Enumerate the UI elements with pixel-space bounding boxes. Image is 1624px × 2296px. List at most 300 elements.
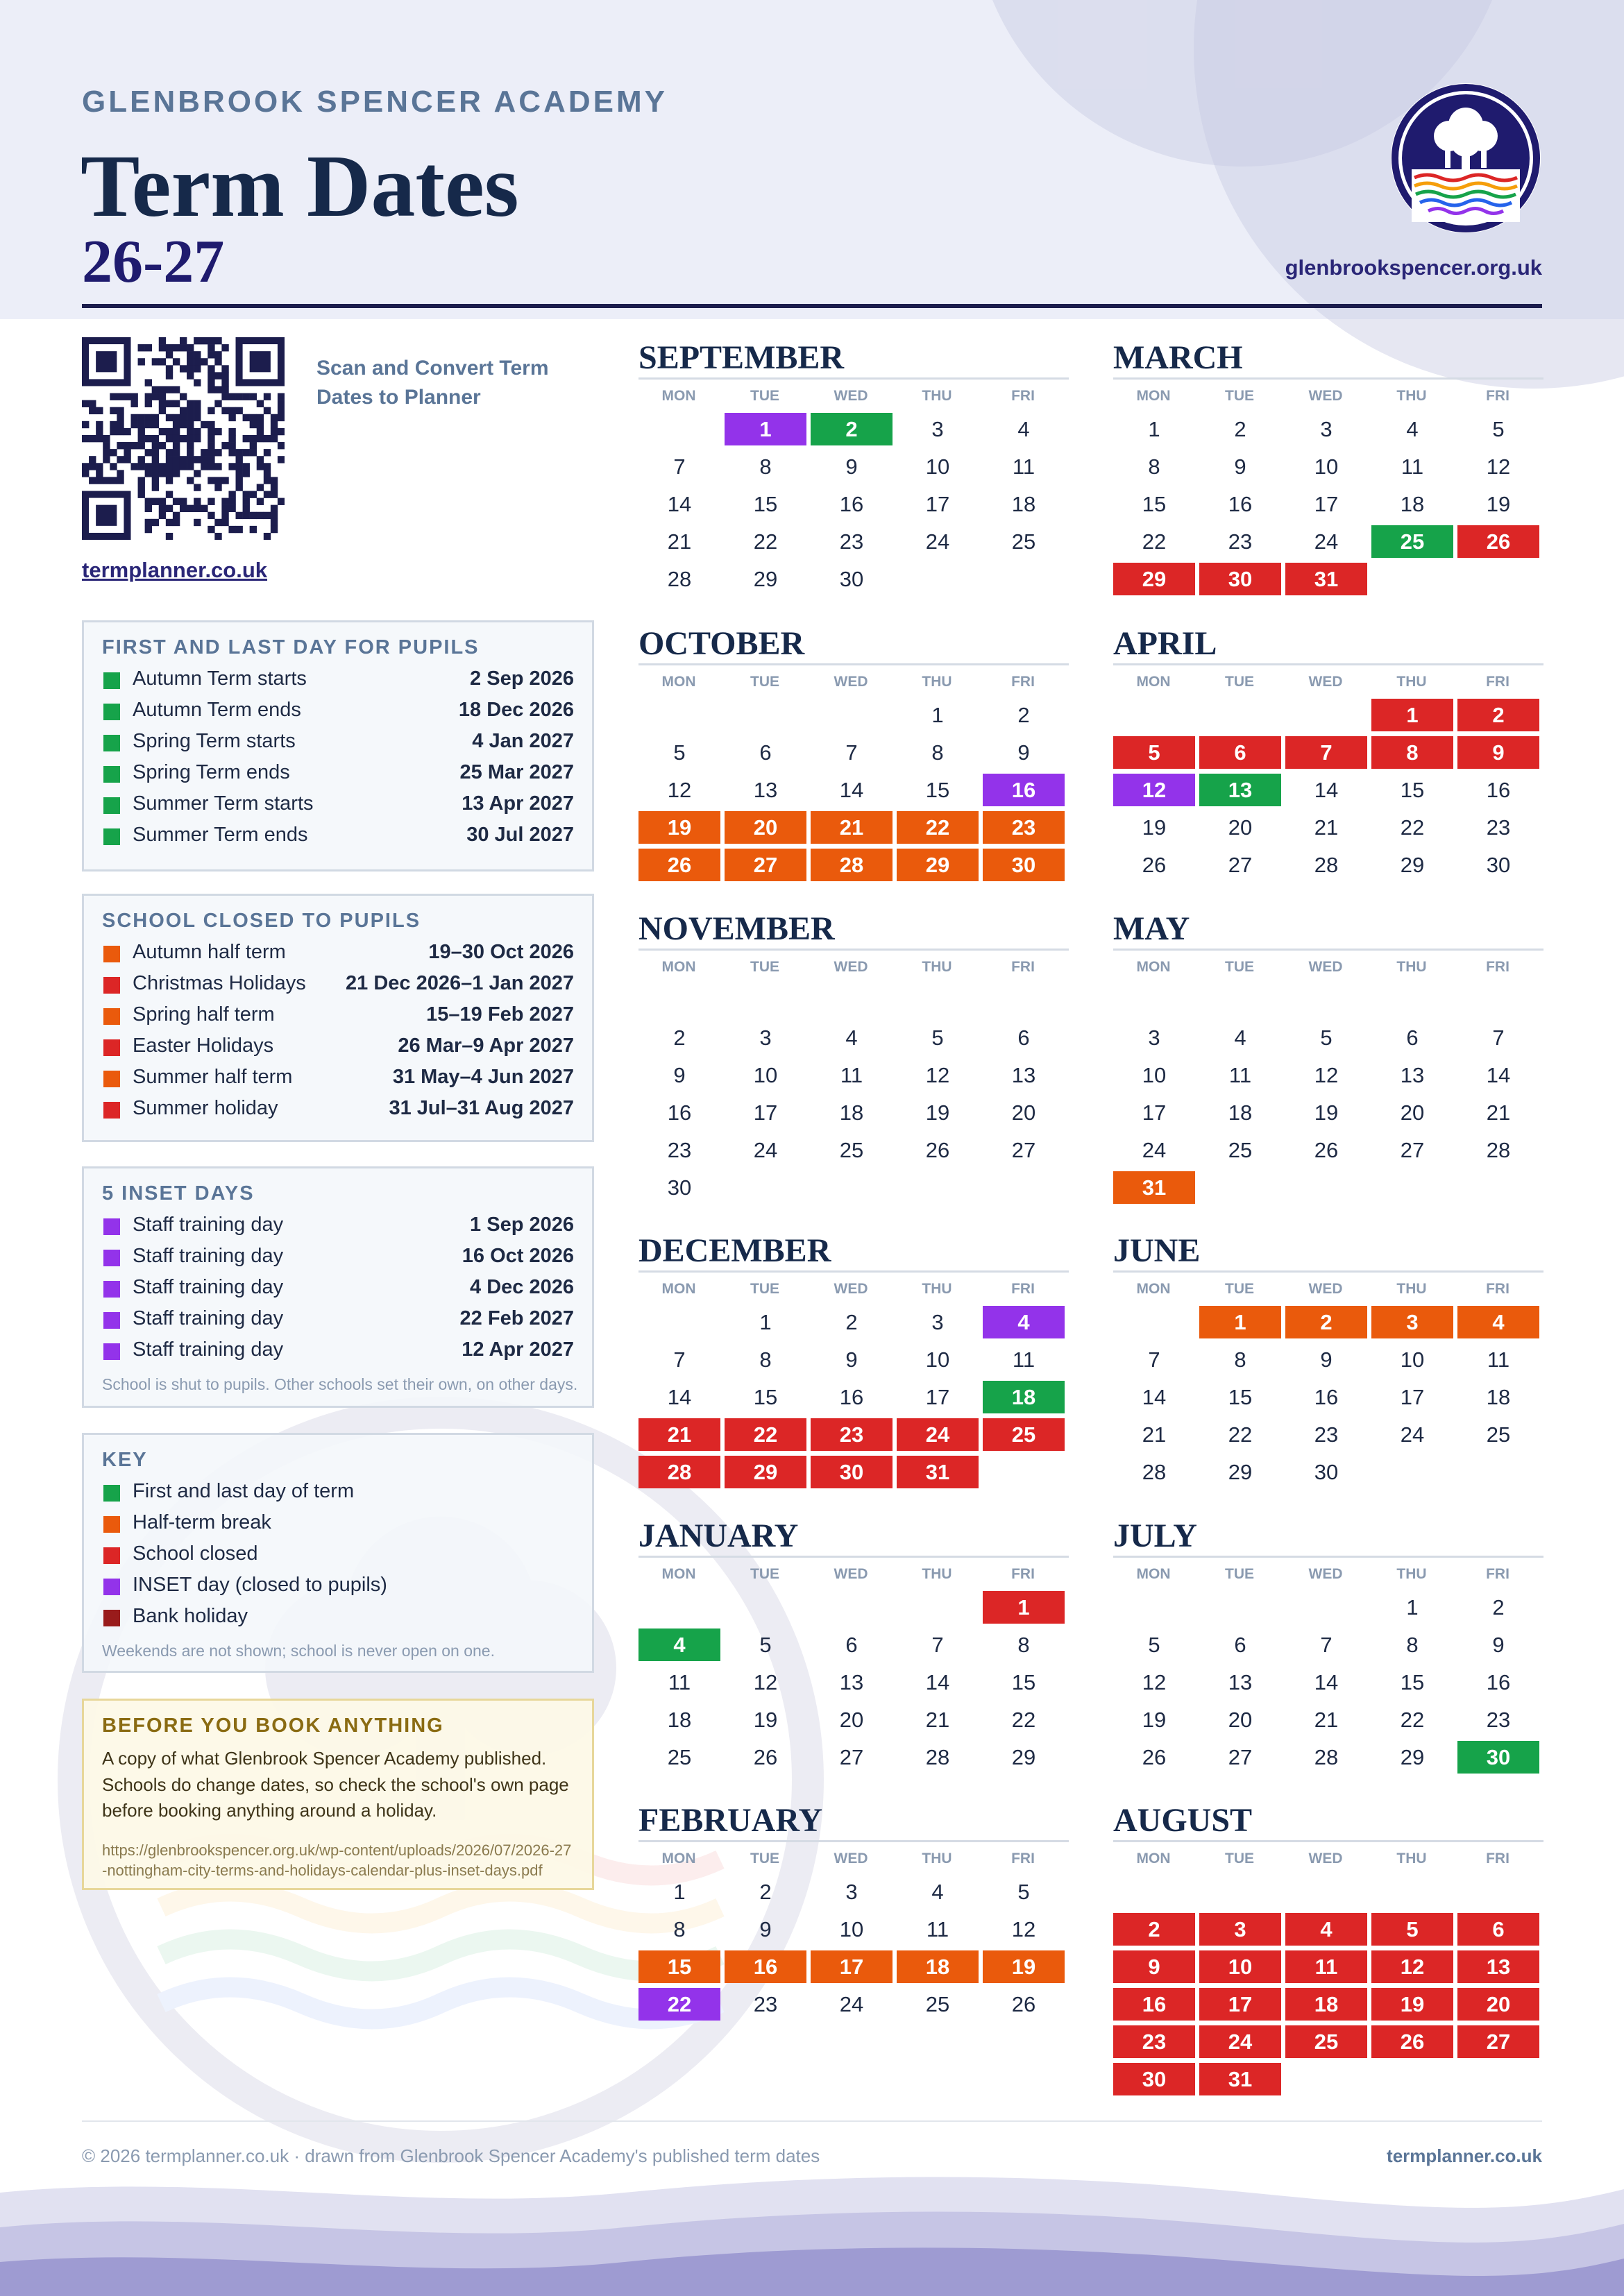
day-cell: 21 <box>638 1418 720 1451</box>
day-cell: 8 <box>759 454 772 479</box>
weekday-label: MON <box>1136 1566 1171 1582</box>
day-cell: 26 <box>753 1745 778 1769</box>
weekday-label: MON <box>1136 1281 1171 1297</box>
qr-code-icon <box>82 337 285 540</box>
day-cell: 21 <box>1142 1422 1167 1447</box>
weekday-label: TUE <box>750 1566 779 1582</box>
month-divider <box>1113 1270 1543 1273</box>
day-cell: 18 <box>1228 1100 1253 1125</box>
day-cell: 18 <box>1011 492 1036 516</box>
panel-heading: FIRST AND LAST DAY FOR PUPILS <box>102 636 480 658</box>
item-label: Summer Term starts <box>133 792 314 815</box>
month-divider <box>1113 949 1543 951</box>
school-closed-panel <box>82 894 594 1142</box>
day-cell: 27 <box>1400 1138 1425 1162</box>
day-cell: 25 <box>1285 2025 1367 2058</box>
day-cell: 26 <box>925 1138 950 1162</box>
day-cell: 5 <box>931 1026 944 1050</box>
weekday-label: TUE <box>750 674 779 690</box>
list-item <box>102 699 574 730</box>
weekday-label: THU <box>922 959 952 975</box>
weekday-label: FRI <box>1486 1281 1509 1297</box>
weekday-label: FRI <box>1011 1851 1035 1866</box>
day-cell: 12 <box>1011 1917 1036 1941</box>
month-may <box>1113 912 1543 1209</box>
day-cell: 8 <box>673 1917 686 1941</box>
item-date: 18 Dec 2026 <box>458 699 574 721</box>
day-cell: 22 <box>1400 815 1425 840</box>
day-cell: 4 <box>1457 1306 1539 1338</box>
day-cell: 25 <box>925 1992 950 2016</box>
month-divider <box>1113 1840 1543 1842</box>
weekday-label: FRI <box>1011 959 1035 975</box>
day-cell: 30 <box>839 567 864 591</box>
day-cell: 5 <box>1113 736 1195 769</box>
day-cell: 10 <box>1142 1063 1167 1087</box>
day-cell: 29 <box>725 1456 806 1488</box>
month-name: FEBRUARY <box>638 1802 822 1839</box>
day-cell: 4 <box>1017 417 1030 441</box>
color-swatch <box>103 1218 120 1235</box>
day-cell: 18 <box>667 1708 692 1732</box>
day-cell: 9 <box>845 1347 858 1372</box>
weekday-label: TUE <box>1225 959 1254 975</box>
month-july <box>1113 1517 1543 1778</box>
weekday-label: TUE <box>1225 1281 1254 1297</box>
item-date: 15–19 Feb 2027 <box>426 1003 574 1026</box>
day-cell: 25 <box>983 1418 1065 1451</box>
day-cell: 24 <box>1400 1422 1425 1447</box>
day-cell: 30 <box>811 1456 893 1488</box>
day-cell: 16 <box>839 492 864 516</box>
list-item <box>102 761 574 792</box>
weekday-label: FRI <box>1486 959 1509 975</box>
item-label: School closed <box>133 1542 258 1565</box>
day-cell: 16 <box>839 1385 864 1409</box>
day-cell: 31 <box>1285 563 1367 595</box>
day-cell: 2 <box>1017 703 1030 727</box>
day-cell: 26 <box>1457 525 1539 558</box>
day-cell: 17 <box>811 1950 893 1983</box>
day-cell: 27 <box>839 1745 864 1769</box>
day-cell: 14 <box>1142 1385 1167 1409</box>
day-cell: 19 <box>638 811 720 844</box>
weekday-label: FRI <box>1011 674 1035 690</box>
weekday-label: FRI <box>1011 1566 1035 1582</box>
day-cell: 30 <box>1314 1460 1339 1484</box>
day-cell: 19 <box>1486 492 1511 516</box>
list-item <box>102 1307 574 1338</box>
day-cell: 28 <box>638 1456 720 1488</box>
day-cell: 11 <box>1401 454 1424 479</box>
day-cell: 25 <box>1011 529 1036 554</box>
weekday-label: MON <box>661 1566 696 1582</box>
day-cell: 6 <box>759 740 772 765</box>
day-cell: 19 <box>983 1950 1065 1983</box>
day-cell: 23 <box>1486 1708 1511 1732</box>
list-item <box>102 941 574 972</box>
day-cell: 10 <box>753 1063 778 1087</box>
month-name: MAY <box>1113 910 1190 947</box>
day-cell: 5 <box>1492 417 1505 441</box>
day-cell: 14 <box>1314 778 1339 802</box>
list-item <box>102 730 574 761</box>
day-cell: 3 <box>845 1880 858 1904</box>
qr-code[interactable] <box>82 337 285 540</box>
page-title: Term Dates <box>81 137 519 235</box>
day-cell: 14 <box>1486 1063 1511 1087</box>
day-cell: 20 <box>1457 1988 1539 2021</box>
item-date: 12 Apr 2027 <box>462 1338 574 1361</box>
day-cell: 2 <box>1492 1595 1505 1619</box>
day-cell: 17 <box>1199 1988 1281 2021</box>
day-cell: 9 <box>1457 736 1539 769</box>
day-cell: 28 <box>1314 853 1339 877</box>
day-cell: 8 <box>1406 1633 1419 1657</box>
item-date: 22 Feb 2027 <box>459 1307 574 1329</box>
day-cell: 13 <box>1400 1063 1425 1087</box>
day-cell: 16 <box>1314 1385 1339 1409</box>
item-date: 19–30 Oct 2026 <box>428 941 574 963</box>
list-item <box>102 1574 574 1605</box>
day-cell: 19 <box>925 1100 950 1125</box>
item-label: INSET day (closed to pupils) <box>133 1574 387 1596</box>
weekday-label: THU <box>1396 388 1427 404</box>
item-date: 25 Mar 2027 <box>459 761 574 783</box>
day-cell: 14 <box>667 1385 692 1409</box>
day-cell: 24 <box>1142 1138 1167 1162</box>
day-cell: 12 <box>925 1063 950 1087</box>
day-cell: 4 <box>1285 1913 1367 1946</box>
day-cell: 5 <box>759 1633 772 1657</box>
day-cell: 29 <box>753 567 778 591</box>
day-cell: 26 <box>1142 853 1167 877</box>
month-january <box>638 1517 1069 1778</box>
day-cell: 12 <box>1486 454 1511 479</box>
day-cell: 15 <box>1228 1385 1253 1409</box>
weekday-label: THU <box>1396 1566 1427 1582</box>
day-cell: 7 <box>1320 1633 1333 1657</box>
day-cell: 2 <box>1234 417 1246 441</box>
panel-heading: SCHOOL CLOSED TO PUPILS <box>102 910 421 932</box>
day-cell: 22 <box>725 1418 806 1451</box>
day-cell: 26 <box>1011 1992 1036 2016</box>
day-cell: 13 <box>1199 774 1281 806</box>
item-label: Easter Holidays <box>133 1035 274 1057</box>
day-cell: 14 <box>667 492 692 516</box>
item-date: 1 Sep 2026 <box>470 1214 574 1236</box>
key-panel <box>82 1433 594 1673</box>
item-label: Half-term break <box>133 1511 271 1533</box>
weekday-header <box>638 1278 1069 1306</box>
day-cell: 12 <box>1371 1950 1453 1983</box>
month-name: SEPTEMBER <box>638 339 845 376</box>
day-cell: 24 <box>897 1418 979 1451</box>
color-swatch <box>103 1039 120 1056</box>
weekday-label: TUE <box>750 959 779 975</box>
weekday-label: MON <box>661 1851 696 1866</box>
weekday-label: THU <box>1396 959 1427 975</box>
day-cell: 23 <box>983 811 1065 844</box>
month-divider <box>1113 663 1543 665</box>
day-cell: 7 <box>1492 1026 1505 1050</box>
color-swatch <box>103 1579 120 1595</box>
day-cell: 7 <box>1148 1347 1160 1372</box>
footer-divider <box>82 2120 1542 2122</box>
day-cell: 3 <box>1199 1913 1281 1946</box>
color-swatch <box>103 1312 120 1329</box>
day-cell: 3 <box>1371 1306 1453 1338</box>
weekday-label: MON <box>1136 1851 1171 1866</box>
day-cell: 23 <box>839 529 864 554</box>
day-cell: 16 <box>1113 1988 1195 2021</box>
day-cell: 9 <box>845 454 858 479</box>
color-swatch <box>103 1250 120 1266</box>
day-cell: 7 <box>931 1633 944 1657</box>
weekday-label: FRI <box>1011 1281 1035 1297</box>
color-swatch <box>103 766 120 783</box>
booking-warning-panel <box>82 1699 594 1890</box>
list-item <box>102 1066 574 1097</box>
day-cell: 2 <box>845 1310 858 1334</box>
weekday-label: THU <box>922 1851 952 1866</box>
weekday-label: MON <box>1136 674 1171 690</box>
day-cell: 8 <box>1148 454 1160 479</box>
day-cell: 26 <box>1142 1745 1167 1769</box>
weekday-header <box>638 385 1069 413</box>
day-cell: 20 <box>1011 1100 1036 1125</box>
weekday-header <box>638 1563 1069 1591</box>
list-item <box>102 1245 574 1276</box>
item-label: Staff training day <box>133 1214 284 1236</box>
list-item <box>102 1097 574 1128</box>
item-date: 26 Mar–9 Apr 2027 <box>398 1035 574 1057</box>
month-divider <box>638 1840 1069 1842</box>
day-cell: 3 <box>931 1310 944 1334</box>
day-cell: 13 <box>753 778 778 802</box>
day-cell: 21 <box>1314 815 1339 840</box>
weekday-label: THU <box>922 1566 952 1582</box>
day-cell: 20 <box>839 1708 864 1732</box>
day-cell: 1 <box>759 1310 772 1334</box>
month-divider <box>1113 377 1543 380</box>
key-note: Weekends are not shown; school is never open on one. <box>102 1642 495 1660</box>
list-item <box>102 1542 574 1574</box>
day-cell: 12 <box>753 1670 778 1694</box>
header-divider <box>82 304 1542 308</box>
color-swatch <box>103 1343 120 1360</box>
day-cell: 6 <box>1199 736 1281 769</box>
item-label: Summer half term <box>133 1066 293 1088</box>
month-divider <box>638 663 1069 665</box>
color-swatch <box>103 1516 120 1533</box>
item-date: 4 Dec 2026 <box>470 1276 574 1298</box>
item-label: Autumn Term starts <box>133 667 307 690</box>
item-label: Staff training day <box>133 1276 284 1298</box>
day-cell: 10 <box>925 1347 950 1372</box>
day-cell: 5 <box>1320 1026 1333 1050</box>
color-swatch <box>103 1281 120 1298</box>
color-swatch <box>103 704 120 720</box>
day-cell: 3 <box>1320 417 1333 441</box>
day-cell: 2 <box>673 1026 686 1050</box>
day-cell: 18 <box>839 1100 864 1125</box>
item-date: 4 Jan 2027 <box>472 730 574 752</box>
day-cell: 29 <box>1400 1745 1425 1769</box>
item-label: Summer Term ends <box>133 824 308 846</box>
weekday-header <box>1113 671 1543 699</box>
day-cell: 24 <box>839 1992 864 2016</box>
day-cell: 7 <box>1285 736 1367 769</box>
month-june <box>1113 1234 1543 1493</box>
day-cell: 15 <box>638 1950 720 1983</box>
day-cell: 13 <box>1228 1670 1253 1694</box>
month-name: JUNE <box>1113 1232 1201 1269</box>
item-date: 30 Jul 2027 <box>466 824 574 846</box>
day-cell: 29 <box>1400 853 1425 877</box>
day-cell: 16 <box>983 774 1065 806</box>
day-cell: 16 <box>1228 492 1253 516</box>
day-cell: 25 <box>1228 1138 1253 1162</box>
weekday-header <box>1113 385 1543 413</box>
weekday-label: WED <box>1308 959 1343 975</box>
day-cell: 12 <box>1314 1063 1339 1087</box>
weekday-header <box>1113 1848 1543 1876</box>
month-august <box>1113 1804 1543 2100</box>
day-cell: 25 <box>839 1138 864 1162</box>
day-cell: 10 <box>839 1917 864 1941</box>
source-url[interactable]: https://glenbrookspencer.org.uk/wp-content/uploads/2026/07/2026-27-nottingham-city-terms-and-holidays-calendar-plus-inset-days.pdf <box>102 1842 572 1879</box>
day-cell: 28 <box>1314 1745 1339 1769</box>
item-label: Spring Term ends <box>133 761 290 783</box>
day-cell: 25 <box>1486 1422 1511 1447</box>
weekday-label: TUE <box>750 1851 779 1866</box>
item-label: Staff training day <box>133 1338 284 1361</box>
day-cell: 2 <box>1457 699 1539 731</box>
day-cell: 16 <box>1486 778 1511 802</box>
list-item <box>102 1480 574 1511</box>
day-cell: 11 <box>1228 1063 1252 1087</box>
day-cell: 4 <box>638 1629 720 1661</box>
day-cell: 20 <box>725 811 806 844</box>
day-cell: 14 <box>1314 1670 1339 1694</box>
day-cell: 20 <box>1228 815 1253 840</box>
color-swatch <box>103 1547 120 1564</box>
color-swatch <box>103 828 120 845</box>
month-name: NOVEMBER <box>638 910 835 947</box>
footer-waves <box>0 2172 1624 2296</box>
color-swatch <box>103 735 120 751</box>
color-swatch <box>103 1485 120 1502</box>
day-cell: 23 <box>1486 815 1511 840</box>
month-divider <box>638 1270 1069 1273</box>
day-cell: 1 <box>1199 1306 1281 1338</box>
month-name: MARCH <box>1113 339 1243 376</box>
day-cell: 22 <box>1011 1708 1036 1732</box>
weekday-label: WED <box>834 674 868 690</box>
weekday-label: MON <box>1136 388 1171 404</box>
day-cell: 30 <box>1199 563 1281 595</box>
weekday-label: MON <box>661 959 696 975</box>
day-cell: 10 <box>1400 1347 1425 1372</box>
month-divider <box>638 1556 1069 1558</box>
day-cell: 6 <box>1457 1913 1539 1946</box>
day-cell: 10 <box>1199 1950 1281 1983</box>
day-cell: 24 <box>1314 529 1339 554</box>
day-cell: 30 <box>1486 853 1511 877</box>
day-cell: 4 <box>931 1880 944 1904</box>
day-cell: 27 <box>1228 853 1253 877</box>
footer-link[interactable]: termplanner.co.uk <box>1387 2145 1542 2166</box>
day-cell: 11 <box>1487 1347 1510 1372</box>
day-cell: 10 <box>925 454 950 479</box>
weekday-label: THU <box>1396 1851 1427 1866</box>
day-cell: 6 <box>1406 1026 1419 1050</box>
weekday-label: WED <box>1308 1566 1343 1582</box>
weekday-label: THU <box>922 674 952 690</box>
weekday-label: THU <box>922 388 952 404</box>
inset-days-panel <box>82 1166 594 1408</box>
item-date: 31 Jul–31 Aug 2027 <box>389 1097 574 1119</box>
day-cell: 13 <box>839 1670 864 1694</box>
day-cell: 16 <box>725 1950 806 1983</box>
weekday-label: FRI <box>1486 388 1509 404</box>
day-cell: 8 <box>931 740 944 765</box>
color-swatch <box>103 946 120 962</box>
termplanner-link[interactable]: termplanner.co.uk <box>82 558 268 582</box>
day-cell: 15 <box>925 778 950 802</box>
weekday-label: WED <box>1308 388 1343 404</box>
weekday-label: FRI <box>1011 388 1035 404</box>
weekday-label: FRI <box>1486 1566 1509 1582</box>
day-cell: 8 <box>759 1347 772 1372</box>
day-cell: 28 <box>811 849 893 881</box>
weekday-label: THU <box>922 1281 952 1297</box>
day-cell: 1 <box>1406 1595 1419 1619</box>
weekday-label: WED <box>834 388 868 404</box>
day-cell: 21 <box>667 529 692 554</box>
month-november <box>638 912 1069 1209</box>
color-swatch <box>103 1008 120 1025</box>
color-swatch <box>103 672 120 689</box>
day-cell: 30 <box>983 849 1065 881</box>
day-cell: 31 <box>1199 2063 1281 2095</box>
month-name: APRIL <box>1113 625 1217 662</box>
day-cell: 24 <box>753 1138 778 1162</box>
day-cell: 1 <box>983 1591 1065 1624</box>
day-cell: 11 <box>840 1063 863 1087</box>
day-cell: 12 <box>1113 774 1195 806</box>
item-label: Autumn half term <box>133 941 286 963</box>
day-cell: 15 <box>753 492 778 516</box>
day-cell: 22 <box>1228 1422 1253 1447</box>
month-september <box>638 341 1069 600</box>
day-cell: 18 <box>1486 1385 1511 1409</box>
day-cell: 27 <box>725 849 806 881</box>
day-cell: 11 <box>1012 1347 1035 1372</box>
weekday-label: MON <box>661 674 696 690</box>
day-cell: 27 <box>1457 2025 1539 2058</box>
item-label: Spring half term <box>133 1003 275 1026</box>
day-cell: 4 <box>845 1026 858 1050</box>
month-name: JULY <box>1113 1517 1197 1554</box>
item-label: Staff training day <box>133 1307 284 1329</box>
school-website-link[interactable]: glenbrookspencer.org.uk <box>1285 255 1542 280</box>
weekday-header <box>1113 1278 1543 1306</box>
day-cell: 5 <box>1371 1913 1453 1946</box>
day-cell: 17 <box>925 1385 950 1409</box>
day-cell: 26 <box>1314 1138 1339 1162</box>
